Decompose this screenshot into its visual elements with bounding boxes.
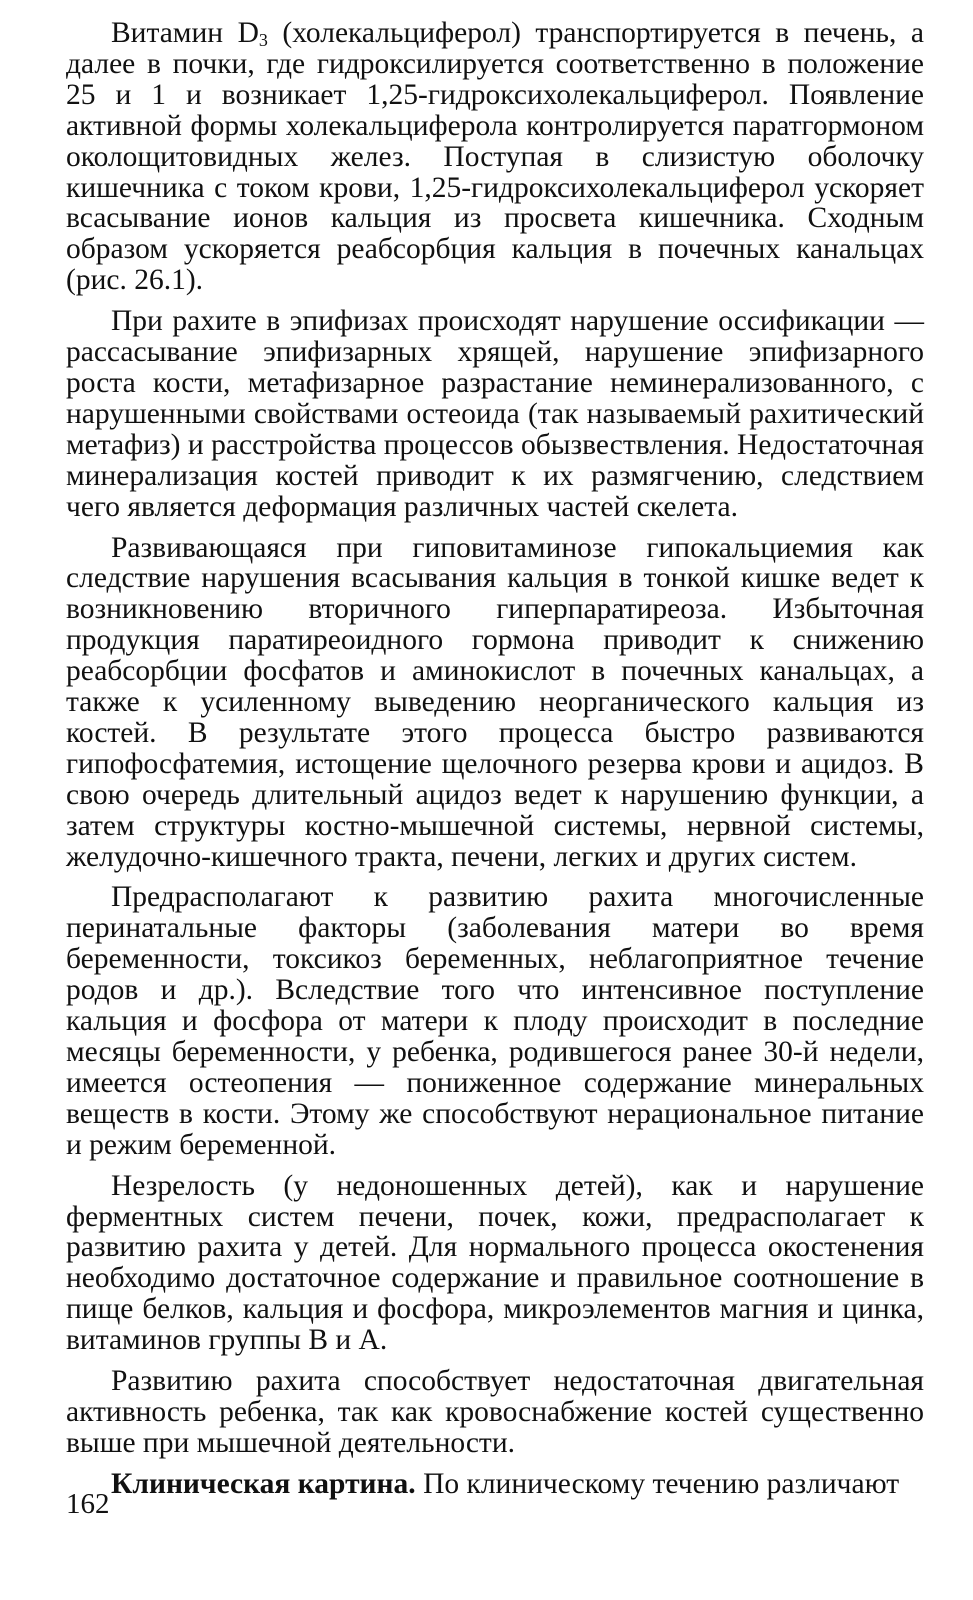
paragraph-vitamin-d3-rest: (холекальциферол) транспортируется в печень, а далее в почки, где гидроксилируется соответственно в положение 25 и 1 и возникает 1,25-гидроксихолекальциферол. Появление активной формы холекальциферола контролируется паратгормоном околощитовидных желез. Поступая в слизистую оболочку кишечника с током крови, 1,25-гидроксихолекальциферол ускоряет всасывание ионов кальция из просвета кишечника. Сходным образом ускоряется реабсорбция кальция в почечных канальцах (рис. 26.1). (66, 17, 924, 297)
paragraph-vitamin-d3 (66, 18, 924, 296)
paragraph-motor-activity: Развитию рахита способствует недостаточная двигательная активность ребенка, так как кровоснабжение костей существенно выше при мышечной деятельности. (66, 1365, 924, 1459)
paragraph-rickets-epiphyses: При рахите в эпифизах происходят нарушение оссификации — рассасывание эпифизарных хрящей, нарушение эпифизарного роста кости, метафизарное разрастание неминерализованного, с нарушенными свойствами остеоида (так называемый рахитический метафиз) и расстройства процессов обызвествления. Недостаточная минерализация костей приводит к их размягчению, следствием чего является деформация различных частей скелета. (66, 305, 924, 523)
page-number: 162 (66, 1488, 110, 1520)
subscript-three: 3 (258, 30, 268, 50)
paragraph-clinical-picture (66, 1469, 924, 1500)
clinical-picture-text: По клиническому течению различают (415, 1467, 900, 1500)
paragraph-vitamin-d3-start: Витамин D (111, 17, 259, 49)
paragraph-hypocalcemia: Развивающаяся при гиповитаминозе гипокальциемия как следствие нарушения всасывания кальция в тонкой кишке ведет к возникновению вторичного гиперпаратиреоза. Избыточная продукция паратиреоидного гормона приводит к снижению реабсорбции фосфатов и аминокислот в почечных канальцах, а также к усиленному выведению неорганического кальция из костей. В результате этого процесса быстро развиваются гипофосфатемия, истощение щелочного резерва крови и ацидоз. В свою очередь длительный ацидоз ведет к нарушению функции, а затем структуры костно-мышечной системы, нервной системы, желудочно-кишечного тракта, печени, легких и других систем. (66, 531, 924, 873)
page-text-block (66, 18, 924, 1500)
paragraph-perinatal-factors: Предрасполагают к развитию рахита многочисленные перинатальные факторы (заболевания матери во время беременности, токсикоз беременных, неблагоприятное течение родов и др.). Вследствие того что интенсивное поступление кальция и фосфора от матери к плоду происходит в последние месяцы беременности, у ребенка, родившегося ранее 30-й недели, имеется остеопения — пониженное содержание минеральных веществ в кости. Этому же способствуют нерациональное питание и режим беременной. (66, 881, 924, 1161)
clinical-picture-heading: Клиническая картина. (111, 1467, 416, 1500)
paragraph-immaturity: Незрелость (у недоношенных детей), как и нарушение ферментных систем печени, почек, кожи, предрасполагает к развитию рахита у детей. Для нормального процесса окостенения необходимо достаточное содержание и правильное соотношение в пище белков, кальция и фосфора, микроэлементов магния и цинка, витаминов группы В и А. (66, 1169, 924, 1357)
